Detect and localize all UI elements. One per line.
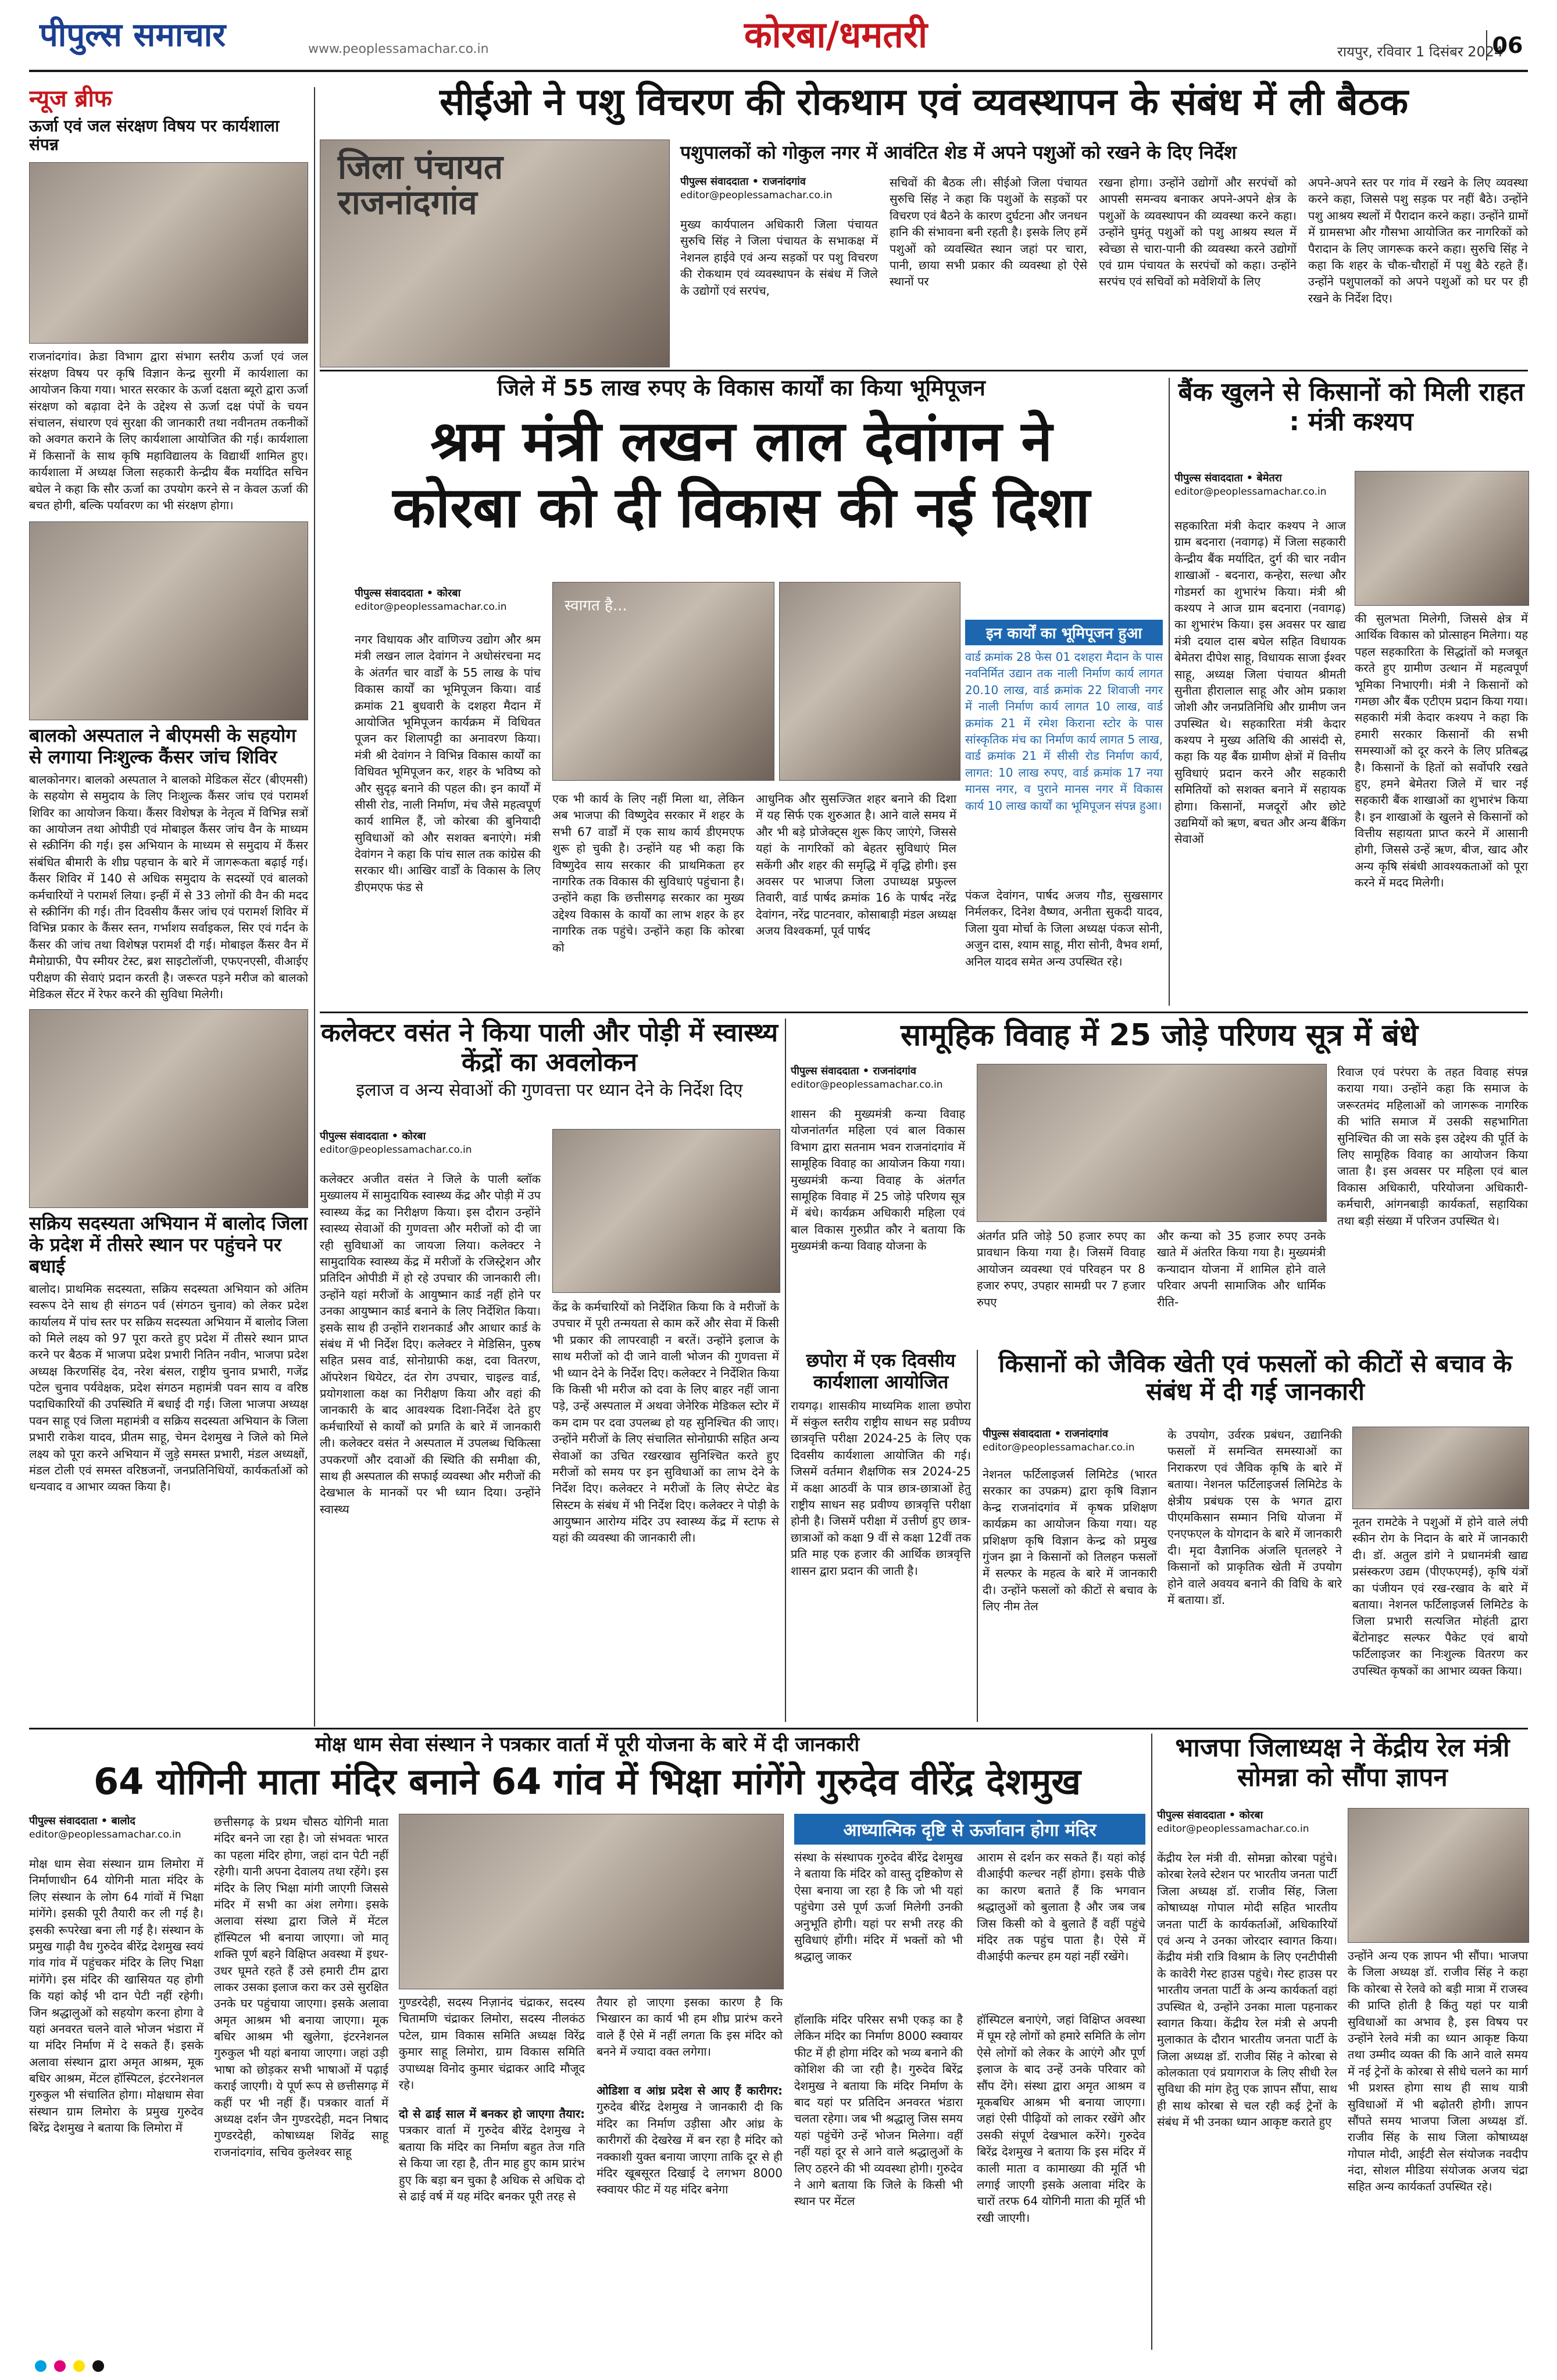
ceo-col2: सचिवों की बैठक ली। सीईओ जिला पंचायत सुरुचि सिंह ने कहा कि पशुओं के सड़कों पर विचरण एवं बैठने के कारण दुर्घटना और जनधन हानि की संभावना बनी रहती है। इसके लिए हमें पशुओं को व्यवस्थित स्थान जहां पर चारा, पानी, छाया सभी प्रकार की व्यवस्था हो ऐसे स्थानों पर [890,176,1087,289]
bank-byline: पीपुल्स संवाददाता • बेमेतरा editor@peoplessamachar.co.in [1174,472,1327,498]
membership-body: बालोद। प्राथमिक सदस्यता, सक्रिय सदस्यता अभियान को अंतिम स्वरूप देने साथ ही संगठन पर्व (संगठन चुनाव) को लेकर प्रदेश कार्यालय में पांच स्तर पर सक्रिय सदस्यता अभियान में बालोद जिला को मिले लक्ष्य को 97 पूरा करते हुए प्रदेश में तीसरे स्थान प्राप्त करने पर बैठक में भाजपा प्रदेश प्रभारी नितिन नवीन, भाजपा प्रदेश अध्यक्ष किरणसिंह देव, नरेश बंसल, राष्ट्रीय चुनाव प्रभारी, गजेंद्र पटेल चुनाव पर्यवेक्षक, प्रदेश संगठन महामंत्री पवन साय व वरिष्ठ पदाधिकारियों की उपस्थिति में बधाई दी गई। जिला भाजपा अध्यक्ष पवन साहू एवं जिला महामंत्री व सक्रिय सदस्यता अभियान के जिला प्रभारी राकेश यादव, प्रीतम साहू, चेमन देशमुख ने जिले को मिले लक्ष्य को पूरा करने अभियान में जुड़े समस्त प्रभारी, मंडल अध्यक्षों, मंडल टोली एवं समस्त वरिष्ठजनों, जनप्रतिनिधियों, कार्यकर्ताओं को धन्यवाद व आभार व्यक्त किया है। [29,1281,308,1494]
temple-photo-caption: गुण्डरदेही, सदस्य निज़ानंद चंद्राकर, सदस्य चितामणि चंद्राकर लिमोरा, सदस्य नीलकंठ पटेल, ग्राम विकास समिति अध्यक्ष विरेंद्र कुमार साहू लिमोरा, ग्राम विकास समिति उपाध्यक्ष विनोद कुमार चंद्राकर आदि मौजूद रहे। [399,1995,585,2092]
masthead-website[interactable]: www.peoplessamachar.co.in [308,42,489,56]
organic-photo [1352,1427,1529,1509]
marriage-headline: सामूहिक विवाह में 25 जोड़े परिणय सूत्र में बंधे [901,1018,1418,1053]
marriage-col2: अंतर्गत प्रति जोड़े 50 हजार रुपए का प्रावधान किया गया है। जिसमें विवाह आयोजन व्यवस्था एवं परिवहन पर 8 हजार रुपए, उपहार सामग्री पर 7 हजार रुपए [977,1229,1145,1309]
membership-headline: सक्रिय सदस्यता अभियान में बालोद जिला के प्रदेश में तीसरे स्थान पर पहुंचने पर बधाई [29,1212,308,1277]
chhapora-headline: छपोरा में एक दिवसीय कार्यशाला आयोजित [806,1349,956,1393]
lead-col2: एक भी कार्य के लिए नहीं मिला था, लेकिन अब भाजपा की विष्णुदेव सरकार में शहर के सभी 67 वार्डों में एक साथ कार्य डीएमएफ शुरू हो चुकी है। उन्होंने यह भी कहा कि विष्णुदेव साय सरकार की प्राथमिकता हर नागरिक तक विकास की सुविधाएं पहुंचाना है। उन्होंने कहा कि छत्तीसगढ़ सरकार का मुख्य उद्देश्य विकास के कार्यों का लाभ शहर के हर नागरिक तक पहुंचे। उन्होंने कहा कि कोरबा को [552,792,744,955]
temple-col3: तैयार हो जाएगा इसका कारण है कि भिखारन का कार्य भी हम शीघ्र प्रारंभ करने वाले हैं ऐसे में नहीं लगता कि इस मंदिर को बनने में ज्यादा वक्त लगेगा। [597,1995,783,2059]
organic-byline: पीपुल्स संवाददाता • राजनांदगांव editor@peoplessamachar.co.in [983,1428,1135,1454]
brief-photo [29,162,308,344]
collector-byline: पीपुल्स संवाददाता • कोरबा editor@peoplessamachar.co.in [320,1130,472,1156]
temple-sub1-body: पत्रकार वार्ता में गुरुदेव बीरेंद्र देशमुख ने बताया कि मंदिर का निर्माण बहुत तेज गति से किया जा रहा है, तीन माह हुए काम प्रारंभ हुए कि बड़ा बन चुका है अधिक से अधिक दो से ढाई वर्ष में यह मंदिर बनकर पूरी तरह से [399,2123,585,2203]
marriage-col4: रिवाज एवं परंपरा के तहत विवाह संपन्न कराया गया। उन्होंने कहा कि समाज के जरूरतमंद महिलाओं को जागरूक नागरिक की भांति समाज में उसकी सहभागिता सुनिश्चित की जा सके इस उद्देश्य की पूर्ति के लिए सामूहिक विवाह का आयोजन किया जाता है। इस अवसर पर महिला एवं बाल विकास अधिकारी, परियोजना अधिकारी-कर्मचारी, आंगनबाड़ी कार्यकर्ता, सहायिका तथा बड़ी संख्या में परिजन उपस्थित थे। [1337,1065,1528,1228]
temple-col1: मोक्ष धाम सेवा संस्थान ग्राम लिमोरा में निर्माणाधीन 64 योगिनी माता मंदिर के लिए संस्थान के लोग 64 गांवों में भिक्षा मांगेंगे। इसकी पूरी तैयारी कर ली गई है। इसकी रूपरेखा बना ली गई है। संस्थान के प्रमुख गाढ़ी वैध गुरुदेव बीरेंद्र देशमुख स्वयं गांव गांव में पहुंचकर मंदिर के लिए भिक्षा मांगेंगे। इस मंदिर की खासियत यह होगी कि यहां कोई भी दान पेटी नहीं रहेगी। जिन श्रद्धालुओं को सहयोग करना होगा वे यहां अनवरत चलने वाले भोजन भंडारा में या मंदिर निर्माण में दे सकते हैं। इसके अलावा संस्थान द्वारा अमृत आश्रम, मूक बधिर आश्रम, मेंटल हॉस्पिटल, इंटरनेशनल गुरुकुल भी संचालित होगा। मोक्षधाम सेवा संस्थान ग्राम लिमोरा के प्रमुख गुरुदेव बिरेंद्र देशमुख ने बताया कि लिमोरा में [29,1857,203,2135]
column-divider [1169,378,1170,1006]
ceo-subhead: पशुपालकों को गोकुल नगर में आवंटित शेड में अपने पशुओं को रखने के दिए निर्देश [680,141,1237,163]
column-divider [977,1350,978,1722]
bjp-byline: पीपुल्स संवाददाता • कोरबा editor@peoplessamachar.co.in [1157,1809,1309,1835]
temple-byline: पीपुल्स संवाददाता • बालोद editor@peoplessamachar.co.in [29,1815,181,1841]
temple-sub1 [399,2106,585,2204]
lead-kicker: जिले में 55 लाख रुपए के विकास कार्यों का किया भूमिपूजन [497,375,985,401]
cancer-photo [29,521,308,720]
section-rule [29,1728,1528,1729]
lead-headline-2: कोरबा को दी विकास की नई दिशा [392,475,1090,541]
column-divider [1151,1734,1152,2350]
marriage-col1: शासन की मुख्यमंत्री कन्या विवाह योजनांतर्गत महिला एवं बाल विकास विभाग द्वारा सतनाम भवन राजनांदगांव में सामूहिक विवाह का आयोजन किया गया। मुख्यमंत्री कन्या विवाह के अंतर्गत सामूहिक विवाह में 25 जोड़े परिणय सूत्र में बंधे। कार्यक्रम अधिकारी महिला एवं बाल विकास गुरुप्रीत कौर ने बताया कि मुख्यमंत्री कन्या विवाह योजना के [791,1107,965,1253]
marriage-photo [977,1064,1327,1222]
bank-headline: बैंक खुलने से किसानों को मिली राहत : मंत्री कश्यप [1178,377,1524,437]
temple-box [794,1814,1145,1965]
footer-color-bars [35,2360,1522,2372]
temple-box-col3: हॉलाकि मंदिर परिसर सभी एकड़ का है लेकिन मंदिर का निर्माण 8000 स्क्वायर फीट में ही होगा मंदिर को भव्य बनाने की कोशिश की जा रही है। गुरुदेव बिरेंद्र देशमुख ने बताया कि मंदिर निर्माण के बाद यहां पर प्रतिदिन अनवरत भंडारा चलता रहेगा। जब भी श्रद्धालु जिस समय यहां पहुंचेंगे उन्हें भोजन मिलेगा। वहीं नहीं यहां दूर से आने वाले श्रद्धालुओं के लिए ठहरने की भी व्यवस्था होगी। गुरुदेव ने आगे बताया कि जिले के किसी भी स्थान पर मेंटल [794,2013,963,2209]
collector-subhead: इलाज व अन्य सेवाओं की गुणवत्ता पर ध्यान देने के निर्देश दिए [356,1080,743,1101]
lead-byline: पीपुल्स संवाददाता • कोरबा editor@peoplessamachar.co.in [355,587,507,613]
collector-col1: कलेक्टर अजीत वसंत ने जिले के पाली ब्लॉक मुख्यालय में सामुदायिक स्वास्थ्य केंद्र और पोड़ी में उप स्वास्थ्य केंद्र का निरीक्षण किया। इस दौरान उन्होंने स्वास्थ्य सेवाओं की गुणवत्ता और मरीजों को दी जा रही सुविधाओं का जायजा लिया। कलेक्टर ने सामुदायिक स्वास्थ्य केंद्र में मरीजों के रजिस्ट्रेशन और प्रतिदिन ओपीडी में हो रहे उपचार की जानकारी ली। उन्होंने यहां मरीजों के आयुष्मान कार्ड नहीं होने पर उनका आयुष्मान कार्ड बनाने के लिए निर्देशित किया। इसके साथ ही उन्होंने राशनकार्ड और आधार कार्ड के संबंध में भी निर्देश दिए। कलेक्टर ने मेडिसिन, पुरुष सहित प्रसव वार्ड, सोनोग्राफी कक्ष, दवा वितरण, ऑपरेशन थियेटर, दंत रोग उपचार, चाइल्ड वार्ड, प्रयोगशाला कक्ष का निरीक्षण किया और वहां की जानकारी के बाद आवश्यक दिशा-निर्देश देते हुए कर्मचारियों से कार्यों को प्रगति के बारे में जानकारी ली। कलेक्टर वसंत ने अस्पताल में उपलब्ध चिकित्सा उपकरणों और दवाओं की स्थिति की समीक्षा की, साथ ही अस्पताल की सफाई व्यवस्था और मरीजों की देखभाल के मानकों पर भी ध्यान दिया। उन्होंने स्वास्थ्य [320,1172,541,1516]
chhapora-body: रायगढ़। शासकीय माध्यमिक शाला छपोरा में संकुल स्तरीय राष्ट्रीय साधन सह प्रवीण्य छात्रवृत्ति परीक्षा 2024-25 के लिए एक दिवसीय कार्यशाला आयोजित की गई। जिसमें वर्तमान शैक्षणिक सत्र 2024-25 में कक्षा आठवीं के पात्र छात्र-छात्राओं हेतु राष्ट्रीय साधन सह प्रवीण्य छात्रवृत्ति परीक्षा होनी है। जिसमें परीक्षा में उत्तीर्ण हुए छात्र-छात्राओं को कक्षा 9 वीं से कक्षा 12वीं तक प्रति माह एक हजार की आर्थिक छात्रवृत्ति शासन द्वारा प्रदान की जाती है। [791,1398,971,1578]
organic-col2: के उपयोग, उर्वरक प्रबंधन, उद्यानिकी फसलों में समन्वित समस्याओं का निराकरण एवं जैविक कृषि के बारे में बताया। नेशनल फर्टिलाइजर्स लिमिटेड के क्षेत्रीय प्रबंधक एस के भगत द्वारा पीएमकिसान सम्मान निधि योजना में एनएफएल के योगदान के बारे में जानकारी दी। मृदा वैज्ञानिक अंजलि घृतलहरे ने किसानों को प्राकृतिक खेती में उपयोग होने वाले अवयव बनाने की विधि के बारे में बताया। डॉ. [1167,1428,1342,1607]
bank-story [1174,378,1528,1006]
temple-photo [399,1814,784,1989]
collector-col2: केंद्र के कर्मचारियों को निर्देशित किया कि वे मरीजों के उपचार में पूरी तन्मयता से काम करें और सेवा में किसी भी प्रकार की लापरवाही न बरतें। उन्होंने इलाज के साथ मरीजों को दी जाने वाली भोजन की गुणवत्ता में भी ध्यान देने के निर्देश दिए। कलेक्टर ने निर्देशित किया कि किसी भी मरीज को दवा के लिए बाहर नहीं जाना पड़े, उन्हें अस्पताल में अथवा जेनेरिक मेडिकल स्टोर में कम दाम पर दवा उपलब्ध हो यह सुनिश्चित की जाए। उन्होंने मरीजों के लिए संचालित सोनोग्राफी सहित अन्य सेवाओं का उचित रखरखाव सुनिश्चित करते हुए मरीजों को समय पर इन सुविधाओं का लाभ देने के निर्देश दिए। कलेक्टर ने मरीजों के लिए सेप्टेट बेड सिस्टम के संबंध में भी निर्देश दिए। कलेक्टर ने पोड़ी के आयुष्मान आरोग्य मंदिर उप स्वास्थ्य केंद्र में स्टाफ से यहां की व्यवस्था की जानकारी ली। [552,1300,779,1545]
ceo-headline: सीईओ ने पशु विचरण की रोकथाम एवं व्यवस्थापन के संबंध में ली बैठक [439,81,1409,124]
bank-col2: की सुलभता मिलेगी, जिससे क्षेत्र में आर्थिक विकास को प्रोत्साहन मिलेगा। यह पहल सहकारिता के सिद्धांतों को मजबूत करते हुए ग्रामीण उत्थान में महत्वपूर्ण भूमिका निभाएगी। मंत्री ने किसानों को गमछा और बैंक एटीएम प्रदान किया गया। सहकारी मंत्री केदार कश्यप ने कहा कि हमारी सरकार किसानों की सभी समस्याओं को दूर करने के लिए प्रतिबद्ध है। किसानों के हितों को सर्वोपरि रखते हुए, हमने बेमेतरा जिले में चार नई सहकारी बैंक शाखाओं का शुभारंभ किया है। इन शाखाओं के खुलने से किसानों को वित्तीय सहायता प्राप्त करने में आसानी होगी, जिससे उन्हें ऋण, बीज, खाद और अन्य कृषि संबंधी आवश्यकताओं को पूरा करने में मदद मिलेगी। [1355,612,1528,890]
masthead-section: कोरबा/धमतरी [744,13,928,56]
temple-box-head: आध्यात्मिक दृष्टि से ऊर्जावान होगा मंदिर [794,1814,1145,1845]
section-primary: कोरबा [744,13,826,56]
bjp-col1: केंद्रीय रेल मंत्री वी. सोमन्ना कोरबा पहुंचे। कोरबा रेलवे स्टेशन पर भारतीय जनता पार्टी जिला अध्यक्ष डॉ. राजीव सिंह, जिला कोषाध्यक्ष गोपाल मोदी सहित भारतीय जनता पार्टी के कार्यकर्ताओं, अधिकारियों एवं अन्य ने उनका जोरदार स्वागत किया। केंद्रीय मंत्री रात्रि विश्राम के लिए एनटीपीसी के कावेरी गेस्ट हाउस पहुंचे। गेस्ट हाउस पर भारतीय जनता पार्टी के अन्य कार्यकर्ता वहां उपस्थित थे, उन्होंने उनका माला पहनाकर स्वागत किया। केंद्रीय रेल मंत्री से अपनी मुलाकात के दौरान भारतीय जनता पार्टी के जिला अध्यक्ष डॉ. राजीव सिंह ने कोरबा से कोलकाता एवं प्रयागराज के लिए सीधी रेल सुविधा की मांग हेतु एक ज्ञापन सौंपा, साथ ही साथ कोरबा से चल रही कई ट्रेनों के संबंध में भी उनका ध्यान आकृष्ट कराते हुए [1157,1851,1337,2129]
lead-col4: पंकज देवांगन, पार्षद अजय गौड, सुखसागर निर्मलकर, दिनेश वैष्णव, अनीता सुकदी यादव, जिला युवा मोर्चा के जिला अध्यक्ष पंकज सोनी, अजुन दास, श्याम साहू, मीरा सोनी, वैभव शर्मा, अनिल यादव समेत अन्य उपस्थित रहे। [965,888,1163,969]
bjp-col2: उन्होंने अन्य एक ज्ञापन भी सौंपा। भाजपा के जिला अध्यक्ष डॉ. राजीव सिंह ने कहा कि कोरबा से रेलवे को बड़ी मात्रा में राजस्व की प्राप्ति होती है किंतु यहां पर यात्री सुविधाओं का अभाव है, इस विषय पर उन्होंने रेलवे मंत्री का ध्यान आकृष्ट किया तथा उम्मीद व्यक्त की कि आने वाले समय में नई ट्रेनों के कोरबा से सीधे चलने का मार्ग भी प्रशस्त होगा साथ ही साथ यात्री सुविधाओं में भी बढ़ोतरी होगी। ज्ञापन सौंपते समय भाजपा जिला अध्यक्ष डॉ. राजीव सिंह के साथ जिला कोषाध्यक्ष गोपाल मोदी, आईटी सेल संयोजक नवदीप नंदा, सोशल मीडिया संयोजक अजय चंद्रा सहित अन्य कार्यकर्ता उपस्थित रहे। [1348,1949,1528,2194]
news-brief-tag: न्यूज ब्रीफ [29,85,112,112]
marriage-story [791,1019,1528,1344]
temple-headline: 64 योगिनी माता मंदिर बनाने 64 गांव में भिक्षा मांगेंगे गुरुदेव वीरेंद्र देशमुख [94,1760,1081,1803]
organic-col1: नेशनल फर्टिलाइजर्स लिमिटेड (भारत सरकार का उपक्रम) द्वारा कृषि विज्ञान केन्द्र राजनांदगांव में कृषक प्रशिक्षण कार्यक्रम का आयोजन किया गया। यह प्रशिक्षण कृषि विज्ञान केन्द्र को प्रमुख गुंजन झा ने किसानों को तिलहन फसलों में सल्फर के महत्व के बारे में जानकारी दी। उन्होंने फसलों को कीटों से बचाव के लिए नीम तेल [983,1467,1157,1614]
collector-headline: कलेक्टर वसंत ने किया पाली और पोड़ी में स्वास्थ्य केंद्रों का अवलोकन [320,1018,779,1077]
section-secondary: धमतरी [839,13,928,56]
temple-story [29,1734,1145,2350]
left-column [29,81,308,1849]
membership-photo [29,1009,308,1208]
lead-story [320,376,1163,1003]
masthead [0,0,1557,76]
ceo-photo [320,140,670,367]
lead-box [965,620,1163,814]
ceo-col1: मुख्य कार्यपालन अधिकारी जिला पंचायत सुरुचि सिंह ने जिला पंचायत के सभाकक्ष में नेशनल हाईवे एवं अन्य सड़कों पर पशु विचरण की रोकथाम एवं व्यवस्थापन के संबंध में जिले के उद्योगों एवं सरपंच, [680,217,878,298]
chhapora-story [791,1350,971,1722]
cancer-body: बालकोनगर। बालको अस्पताल ने बालको मेडिकल सेंटर (बीएमसी) के सहयोग से समुदाय के लिए निःशुल्क कैंसर जांच एवं परामर्श शिविर का आयोजन किया। कैंसर विशेषज्ञ के नेतृत्व में विभिन्न सत्रों का आयोजन तथा ओपीडी एवं मोबाइल कैंसर जांच वैन के माध्यम से स्क्रीनिंग की गई। इस अभियान के माध्यम से समुदाय में कैंसर संबंधित बीमारी के शीघ्र पहचान के बारे में जागरूकता बढ़ाई गई। कैंसर शिविर में 140 से अधिक समुदाय के सदस्यों एवं बालको कर्मचारियों ने परामर्श लिया। इन्हीं में से 33 लोगों की वैन की मदद से स्क्रीनिंग की गई। तीन दिवसीय कैंसर जांच एवं परामर्श शिविर में विभिन्न प्रकार के कैंसर स्तन, गर्भाशय सर्वाइकल, सिर एवं गर्दन के कैंसर की जांच तथा विशेषज्ञ परामर्श दी गई। मोबाइल कैंसर वैन में मैमोग्राफी, पैप स्मीयर टेस्ट, ब्रश साइटोलॉजी, एफएनएसी, वीआईए परीक्षण की सेवाएं प्रदान करती है। जरूरत पड़ने मरीज को बालको मेडिकल सेंटर में रेफर करने की सुविधा मिलेगी। [29,772,308,1001]
organic-story [983,1350,1528,1722]
bank-col1: सहकारिता मंत्री केदार कश्यप ने आज ग्राम बदनारा (नवागढ़) में जिला सहकारी केन्द्रीय बैंक मर्यादित, दुर्ग की चार नवीन शाखाओं - बदनारा, कन्हेरा, सल्धा और गोडमर्रा का शुभारंभ किया। मंत्री श्री कश्यप ने आज ग्राम बदनारा (नवागढ़) का शुभारंभ किया। इस अवसर पर खाद्य मंत्री दयाल दास बघेल सहित विधायक बेमेतरा दीपेश साहू, विधायक साजा ईश्वर साहू, अध्यक्ष जिला पंचायत श्रीमती सुनीता हीरालाल साहू और ओम प्रकाश जोशी और जनप्रतिनिधि और ग्रामीण जन उपस्थित थे। सहकारिता मंत्री केदार कश्यप ने मुख्य अतिथि की आसंदी से, कहा कि यह बैंक ग्रामीण क्षेत्रों में वित्तीय सुविधाएं प्रदान करने और सहकारी समितियों को सशक्त बनाने में सहायक होगा। किसानों, मजदूरों और छोटे उद्यमियों को ऋण, बचत और अन्य बैंकिंग सेवाओं [1174,519,1346,846]
ceo-col4: अपने-अपने स्तर पर गांव में रखने के लिए व्यवस्था करने कहा, जिससे पशु सड़क पर नहीं बैठे। उन्होंने पशु आश्रय स्थलों में पैरादान करने कहा। उन्होंने ग्रामों में ग्रामसभा और गौसभा आयोजित कर नागरिकों को पैरादान के लिए जागरूक करने कहा। सुरुचि सिंह ने कहा कि शहर के चौक-चौराहों में पशु बैठे रहते हैं। उन्होंने पशुपालकों को अपने पशुओं को घर पर ही रखने के निर्देश दिए। [1308,176,1528,305]
organic-headline: किसानों को जैविक खेती एवं फसलों को कीटों से बचाव के संबंध में दी गई जानकारी [998,1349,1512,1406]
brief-body: राजनांदगांव। क्रेडा विभाग द्वारा संभाग स्तरीय ऊर्जा एवं जल संरक्षण विषय पर कृषि विज्ञान केन्द्र सुरगी में कार्यशाला का आयोजन किया गया। भारत सरकार के ऊर्जा दक्षता ब्यूरो द्वारा ऊर्जा संरक्षण को बढ़ावा देने के उद्देश्य से ऊर्जा दक्ष पंपों के चयन संचालन, संधारण एवं सुरक्षा की जानकारी तथा नवीनतम तकनीकों को अवगत कराने के लिए कार्यशाला आयोजित की गई। कार्यशाला में किसानों के साथ कृषि महाविद्यालय के विद्यार्थी शामिल हुए। कार्यशाला में अध्यक्ष जिला सहकारी केन्द्रीय बैंक मर्यादित सचिन बघेल ने कहा कि सौर ऊर्जा का उपयोग करने से न केवल ऊर्जा की बचत होगी, बल्कि पर्यावरण का भी संरक्षण होगा। [29,349,308,512]
lead-photo-2 [779,582,960,781]
ceo-byline: पीपुल्स संवाददाता • राजनांदगांव editor@peoplessamachar.co.in [680,176,833,202]
column-divider [314,87,315,1727]
column-divider [785,1019,786,1722]
bjp-story [1157,1734,1528,2350]
section-rule [320,1012,1528,1013]
temple-sub2-body: गुरुदेव बीरेंद्र देशमुख ने जानकारी दी कि मंदिर का निर्माण उड़ीसा और आंध्र के कारीगरों की देखरेख में बन रहा है मंदिर को नक्काशी युक्त बनाया जाएगा ताकि दूर से ही मंदिर खूबसूरत दिखाई दे लगभग 8000 स्क्वायर फीट में यह मंदिर बनेगा [597,2100,783,2197]
lead-photo-banner: स्वागत है... [565,597,627,614]
temple-sub1-head: दो से ढाई साल में बनकर हो जाएगा तैयार: [399,2107,585,2121]
temple-sub2-head: ओडिशा व आंध्र प्रदेश से आए हैं कारीगर: [597,2084,783,2097]
temple-sub2 [597,2082,783,2198]
temple-kicker: मोक्ष धाम सेवा संस्थान ने पत्रकार वार्ता में पूरी योजना के बारे में दी जानकारी [315,1733,860,1756]
page-number: 06 [1486,30,1528,60]
ceo-col3: रखना होगा। उन्होंने उद्योगों और सरपंचों को आपसी समन्वय बनाकर अपने-अपने क्षेत्र के पशुओं के व्यवस्थापन की व्यवस्था करने कहा। उन्होंने घुमंतू पशुओं को पशु आश्रय स्थल में स्वेच्छा से चारा-पानी की व्यवस्था करने उद्योगों एवं ग्राम पंचायत के सरपंचों को कहा। उन्होंने सरपंच एवं सचिवों को मवेशियों के लिए [1099,176,1297,289]
lead-box-body: वार्ड क्रमांक 28 फेस 01 दशहरा मैदान के पास नवनिर्मित उद्यान तक नाली निर्माण कार्य लागत 20.10 लाख, वार्ड क्रमांक 22 शिवाजी नगर में नाली निर्माण कार्य लागत 10 लाख, वार्ड क्रमांक 21 में रमेश किराना स्टोर के पास सांस्कृतिक मंच का निर्माण कार्य लागत 5 लाख, वार्ड क्रमांक 21 में सीसी रोड निर्माण कार्य, लागत: 10 लाख रुपए, वार्ड क्रमांक 17 नया मानस नगर, व पुराने मानस नगर में विकास कार्य 10 लाख कार्यों का भूमिपूजन संपन्न हुआ। [965,650,1163,813]
temple-box-col4: हॉस्पिटल बनाएंगे, जहां विक्षिप्त अवस्था में घूम रहे लोगों को हमारे समिति के लोग ऐसे लोगों को लेकर के आएंगे और पूर्ण इलाज के बाद उन्हें उनके परिवार को सौंप देंगे। संस्था द्वारा अमृत आश्रम व मूकबधिर आश्रम भी बनाया जाएगा। जहां ऐसी पीढ़ियों को लाकर रखेंगे और उसकी संपूर्ण देखभाल करेंगे। गुरुदेव बिरेंद्र देशमुख ने बताया कि इस मंदिर में काली माता व कामाख्या की मूर्ति भी लगाई जाएगी इसके अलावा मंदिर के चारों तरफ 64 योगिनी माता की मूर्ति भी रखी जाएगी। [977,2013,1145,2225]
ceo-photo-sign: जिला पंचायत राजनांदगांव [338,147,503,222]
lead-photo-1 [552,582,774,781]
bjp-headline: भाजपा जिलाध्यक्ष ने केंद्रीय रेल मंत्री सोमन्ना को सौंपा ज्ञापन [1175,1733,1510,1792]
section-rule [320,370,1528,371]
lead-headline-1: श्रम मंत्री लखन लाल देवांगन ने [430,408,1052,474]
bank-photo [1355,471,1529,606]
marriage-col3: और कन्या को 35 हजार रुपए उनके खाते में अंतरित किया गया है। मुख्यमंत्री कन्यादान योजना में शामिल होने वाले परिवार अपनी सामाजिक और धार्मिक रीति- [1157,1229,1326,1309]
lead-col3: आधुनिक और सुसज्जित शहर बनाने की दिशा में यह सिर्फ एक शुरुआत है। आने वाले समय में और भी बड़े प्रोजेक्ट्स शुरू किए जाएंगे, जिससे यहां के नागरिकों को बेहतर सुविधाएं मिल सकेंगी और शहर की समृद्धि में वृद्धि होगी। इस अवसर पर भाजपा जिला उपाध्यक्ष प्रफुल्ल तिवारी, वार्ड पार्षद क्रमांक 16 के पार्षद नरेंद्र देवांगन, नरेंद्र पाटनवार, कोसाबाड़ी मंडल अध्यक्ष अजय विश्वकर्मा, पूर्व पार्षद [756,792,956,938]
collector-story [320,1019,779,1722]
organic-col3: नूतन रामटेके ने पशुओं में होने वाले लंपी स्कीन रोग के निदान के बारे में जानकारी दी। डॉ. अतुल डांगे ने प्रधानमंत्री खाद्य प्रसंस्करण उद्यम (पीएफएमई), कृषि यंत्रों का पंजीयन एवं रख-रखाव के बारे में बताया। नेशनल फर्टिलाइजर्स लिमिटेड के जिला प्रभारी सत्यजित मोहंती द्वारा बेंटोनाइट सल्फर पैकेट एवं बायो फर्टिलाइजर का निःशुल्क वितरण कर उपस्थित कृषकों का आभार व्यक्त किया। [1352,1515,1528,1678]
bjp-photo [1348,1808,1529,1943]
brief-subhead: ऊर्जा एवं जल संरक्षण विषय पर कार्यशाला संपन्न [29,116,280,155]
collector-photo [552,1129,780,1293]
lead-col1: नगर विधायक और वाणिज्य उद्योग और श्रम मंत्री लखन लाल देवांगन ने अधोसंरचना मद के अंतर्गत चार वार्डों के 55 लाख के पांच विकास कार्यों का भूमिपूजन किया। वार्ड क्रमांक 21 बुधवारी के दशहरा मैदान में आयोजित भूमिपूजन कार्यक्रम में विधिवत पूजन कर शिलापट्टी का अनावरण किया। मंत्री श्री देवांगन ने विभिन्न विकास कार्यों का विधिवत भूमिपूजन कर, शहर के भविष्य को और सुदृढ़ बनाने की पहल की। इन कार्यों में सीसी रोड, नाली निर्माण, मंच जैसे महत्वपूर्ण कार्य शामिल हैं, जो कोरबा की बुनियादी सुविधाओं को और सशक्त बनाएंगे। मंत्री देवांगन ने कहा कि पांच साल तक कांग्रेस की सरकार थी। आखिर वार्डों के विकास के लिए डीएमएफ फंड से [355,632,541,894]
temple-col2: छत्तीसगढ़ के प्रथम चौसठ योगिनी माता मंदिर बनने जा रहा है। जो संभवतः भारत का पहला मंदिर होगा, जहां दान पेटी नहीं रहेगी। यानी अपना देवालय तथा रहेंगे। इस मंदिर के लिए भिक्षा मांगी जाएगी जिससे मंदिर में सभी का अंश लगेगा। इसके अलावा संस्था द्वारा जिले में मेंटल हॉस्पिटल भी बनाया जाएगा। जो मातृ शक्ति पूर्ण बहने विक्षिप्त अवस्था में इधर-उधर घूमते रहते हैं उसे हमारी टीम द्वारा लाकर उसका इलाज करा कर उसे सुरक्षित उनके घर पहुंचाया जाएगा। इसके अलावा अमृत आश्रम भी बनाया जाएगा। मूक बधिर आश्रम भी खुलेगा, इंटरनेशनल गुरुकुल भी यहां बनाया जाएगा। जहां उड़ी भाषा को छोड़कर सभी भाषाओं में पढ़ाई कराई जाएगी। ये पूर्ण रूप से छत्तीसगढ़ में कहीं पर भी नहीं हैं। पत्रकार वार्ता में अध्यक्ष दर्शन जैन गुण्डरदेही, मदन निषाद गुण्डरदेही, कोषाध्यक्ष शिवेंद्र साहू राजनांदगांव, सचिव कुलेश्वर साहू [214,1815,388,2159]
temple-box-col1: संस्था के संस्थापक गुरुदेव बीरेंद्र देशमुख ने बताया कि मंदिर को वास्तु दृष्टिकोण से ऐसा बनाया जा रहा है कि जो भी यहां पहुंचेगा उसे पूर्ण ऊर्जा मिलेगी उनकी अनुभूति होगी। यहां पर सभी तरह की सुविधाएं होंगी। मंदिर में भक्तों को भी श्रद्धालु जाकर [794,1850,963,1964]
masthead-logo: पीपुल्स समाचार [40,16,226,54]
masthead-dateline: रायपुर, रविवार 1 दिसंबर 2024 [1337,44,1504,60]
cancer-headline: बालको अस्पताल ने बीएमसी के सहयोग से लगाया निःशुल्क कैंसर जांच शिविर [29,724,297,769]
temple-box-col2: आराम से दर्शन कर सकते हैं। यहां कोई वीआईपी कल्चर नहीं होगा। इसके पीछे का कारण बताते हैं कि भगवान श्रद्धालुओं को बुलाता है और जब जब जिस किसी को वे बुलाते हैं वहीं पहुंचे मंदिर तक पहुंच पाता है। ऐसे में वीआईपी कल्चर हम यहां नहीं रखेंगे। [977,1850,1145,1964]
lead-box-head: इन कार्यों का भूमिपूजन हुआ [965,620,1163,645]
marriage-byline: पीपुल्स संवाददाता • राजनांदगांव editor@peoplessamachar.co.in [791,1065,943,1091]
masthead-rule [29,70,1528,72]
